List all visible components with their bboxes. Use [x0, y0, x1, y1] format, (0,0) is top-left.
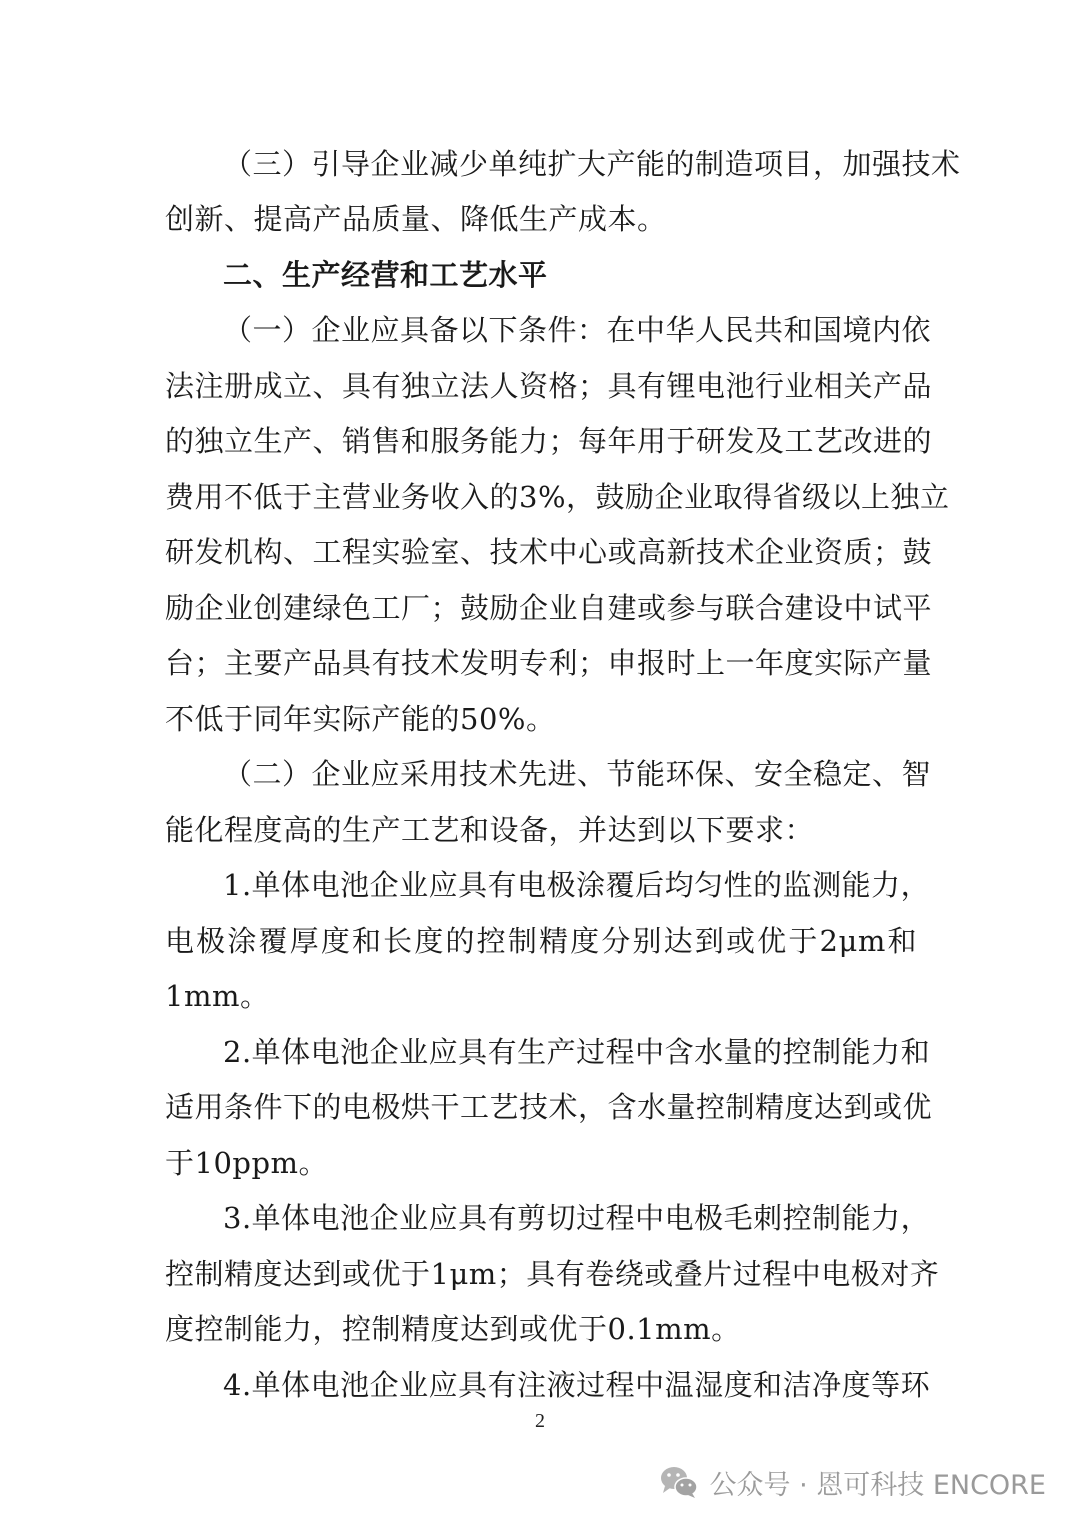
paragraph-line: 2.单体电池企业应具有生产过程中含水量的控制能力和: [223, 1035, 931, 1069]
paragraph-line: 的独立生产、销售和服务能力；每年用于研发及工艺改进的: [165, 424, 933, 458]
paragraph-line: 3.单体电池企业应具有剪切过程中电极毛刺控制能力，: [223, 1201, 931, 1235]
paragraph-line: 法注册成立、具有独立法人资格；具有锂电池行业相关产品: [165, 369, 933, 403]
watermark: [659, 1460, 1046, 1504]
paragraph-line: （一）企业应具备以下条件：在中华人民共和国境内依: [223, 313, 932, 347]
paragraph-line: 适用条件下的电极烘干工艺技术，含水量控制精度达到或优: [165, 1090, 933, 1124]
paragraph-line: 度控制能力，控制精度达到或优于0.1mm。: [165, 1312, 741, 1346]
paragraph-line: 励企业创建绿色工厂；鼓励企业自建或参与联合建设中试平: [165, 591, 933, 625]
paragraph-line: 于10ppm。: [165, 1146, 329, 1180]
page-number: 2: [535, 1410, 545, 1432]
section-heading: 二、生产经营和工艺水平: [223, 258, 548, 292]
watermark-text: 公众号 · 恩可科技 ENCORE: [709, 1469, 1046, 1501]
paragraph-line: 不低于同年实际产能的50%。: [165, 702, 556, 736]
paragraph-line: 费用不低于主营业务收入的3%，鼓励企业取得省级以上独立: [165, 480, 950, 514]
paragraph-line: （三）引导企业减少单纯扩大产能的制造项目，加强技术: [223, 147, 961, 181]
paragraph-line: （二）企业应采用技术先进、节能环保、安全稳定、智: [223, 757, 932, 791]
paragraph-line: 1mm。: [165, 979, 270, 1013]
paragraph-line: 能化程度高的生产工艺和设备，并达到以下要求：: [165, 813, 815, 847]
wechat-icon: [659, 1464, 699, 1500]
paragraph-line: 控制精度达到或优于1μm；具有卷绕或叠片过程中电极对齐: [165, 1257, 940, 1291]
paragraph-line: 4.单体电池企业应具有注液过程中温湿度和洁净度等环: [223, 1368, 931, 1402]
paragraph-line: 研发机构、工程实验室、技术中心或高新技术企业资质；鼓: [165, 535, 933, 569]
paragraph-line: 电极涂覆厚度和长度的控制精度分别达到或优于2μm和: [165, 924, 917, 958]
paragraph-line: 1.单体电池企业应具有电极涂覆后均匀性的监测能力，: [223, 868, 931, 902]
paragraph-line: 台；主要产品具有技术发明专利；申报时上一年度实际产量: [165, 646, 933, 680]
paragraph-line: 创新、提高产品质量、降低生产成本。: [165, 202, 667, 236]
